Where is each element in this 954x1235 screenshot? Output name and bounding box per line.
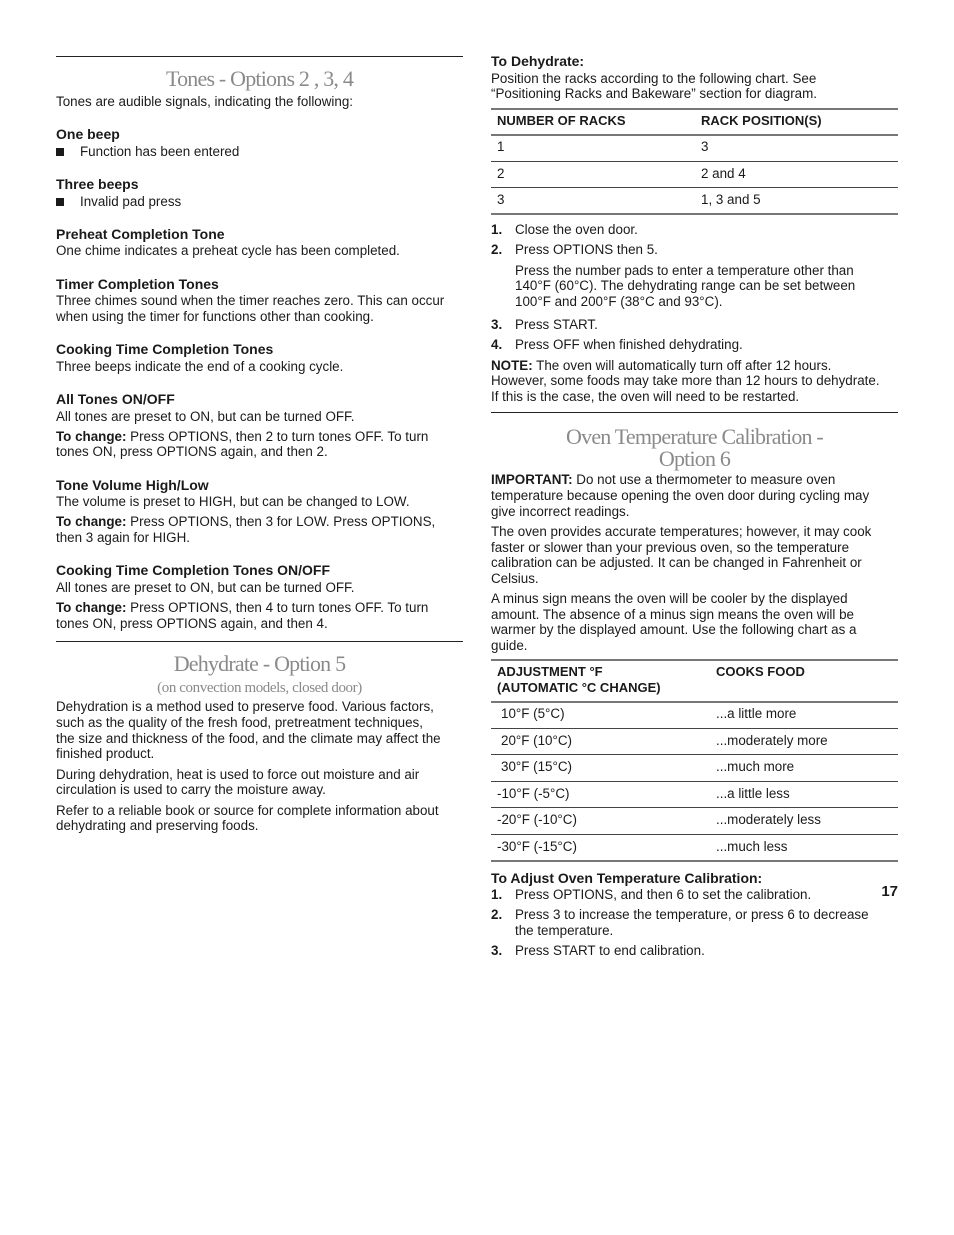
note-3: If this is the case, the oven will need to be restarted. [491, 389, 800, 404]
all-tones-heading: All Tones ON/OFF [56, 391, 175, 407]
note-1: NOTE: The oven will automatically turn off after 12 hours. [491, 358, 832, 373]
table-border [491, 701, 898, 703]
cooks-food-value: ...much less [716, 839, 788, 854]
dehydrate-p3-2: dehydrating and preserving foods. [56, 818, 259, 833]
position-text-2: “Positioning Racks and Bakeware” section for diagram. [491, 86, 817, 101]
note-2: However, some foods may take more than 12 hours to dehydrate. [491, 373, 880, 388]
table-border [491, 213, 898, 215]
tones-intro: Tones are audible signals, indicating the following: [56, 94, 354, 109]
dehydrate-title: Dehydrate - Option 5 [173, 651, 346, 676]
dehydrate-subtitle: (on convection models, closed door) [157, 680, 362, 696]
dehydrate-p3-1: Refer to a reliable book or source for complete information about [56, 803, 439, 818]
cooking-time-heading: Cooking Time Completion Tones [56, 341, 274, 357]
row-divider [491, 754, 898, 755]
section-divider [491, 412, 898, 413]
volume-text: The volume is preset to HIGH, but can be changed to LOW. [56, 494, 410, 509]
adjust-heading: To Adjust Oven Temperature Calibration: [491, 870, 763, 886]
important-2: temperature because opening the oven door during cycling may [491, 488, 870, 503]
rack-count: 2 [497, 166, 505, 181]
preheat-heading: Preheat Completion Tone [56, 226, 225, 242]
cooks-food-value: ...moderately less [716, 812, 821, 827]
three-beeps-heading: Three beeps [56, 176, 139, 192]
table-border [491, 108, 898, 110]
calibration-title-1: Oven Temperature Calibration - [566, 424, 823, 449]
rack-col-number: NUMBER OF RACKS [497, 113, 626, 128]
rack-count: 1 [497, 139, 505, 154]
calibration-p2-1: A minus sign means the oven will be cooler by the displayed [491, 591, 848, 606]
calibration-p1-1: The oven provides accurate temperatures; however, it may cook [491, 524, 872, 539]
table-border [491, 659, 898, 661]
rack-position: 2 and 4 [701, 166, 746, 181]
adjustment-value: 30°F (15°C) [501, 759, 572, 774]
dehydrate-p2-1: During dehydration, heat is used to force out moisture and air [56, 767, 420, 782]
timer-text-2: when using the timer for functions other than cooking. [56, 309, 374, 324]
bullet-icon [56, 148, 64, 156]
timer-text-1: Three chimes sound when the timer reaches zero. This can occur [56, 293, 445, 308]
cooks-food-value: ...much more [716, 759, 795, 774]
rack-count: 3 [497, 192, 505, 207]
bullet-icon [56, 198, 64, 206]
cooking-time-text: Three beeps indicate the end of a cooking cycle. [56, 359, 344, 374]
all-tones-text: All tones are preset to ON, but can be turned OFF. [56, 409, 355, 424]
calibration-p2-2: amount. The absence of a minus sign means the oven will be [491, 607, 854, 622]
table-border [491, 134, 898, 136]
adjustment-value: -20°F (-10°C) [497, 812, 577, 827]
page-number: 17 [881, 883, 898, 900]
cooks-food-value: ...a little less [716, 786, 790, 801]
important-3: give incorrect readings. [491, 504, 630, 519]
volume-change-2: then 3 again for HIGH. [56, 530, 190, 545]
to-dehydrate-heading: To Dehydrate: [491, 53, 585, 69]
timer-heading: Timer Completion Tones [56, 276, 219, 292]
adj-col-adjustment-1: ADJUSTMENT °F [497, 664, 603, 679]
section-divider [56, 641, 463, 642]
step-2-detail-2: 140°F (60°C). The dehydrating range can be set between [515, 278, 856, 293]
step-2-detail-1: Press the number pads to enter a temperature other than [515, 263, 854, 278]
table-border [491, 860, 898, 862]
section-divider [56, 56, 463, 57]
row-divider [491, 807, 898, 808]
row-divider [491, 161, 898, 162]
rack-position: 1, 3 and 5 [701, 192, 761, 207]
volume-change-1: To change: Press OPTIONS, then 3 for LOW. Press OPTIONS, [56, 514, 436, 529]
row-divider [491, 728, 898, 729]
calibration-p1-4: Celsius. [491, 571, 539, 586]
cooks-food-value: ...a little more [716, 706, 797, 721]
all-tones-change-2: tones ON, press OPTIONS again, and then 2. [56, 444, 328, 459]
cooking-onoff-change-2: tones ON, press OPTIONS again, and then 4. [56, 616, 328, 631]
dehydrate-p2-2: circulation is used to carry the moisture away. [56, 782, 326, 797]
adjustment-value: 20°F (10°C) [501, 733, 572, 748]
dehydrate-p1-2: such as the quality of the fresh food, pretreatment techniques, [56, 715, 423, 730]
one-beep-heading: One beep [56, 126, 120, 142]
row-divider [491, 781, 898, 782]
tones-title: Tones - Options 2 , 3, 4 [165, 66, 354, 91]
all-tones-change-1: To change: Press OPTIONS, then 2 to turn tones OFF. To turn [56, 429, 429, 444]
adjustment-value: -10°F (-5°C) [497, 786, 570, 801]
calibration-p2-3: warmer by the displayed amount. Use the following chart as a [491, 622, 857, 637]
row-divider [491, 834, 898, 835]
adj-col-adjustment-2: (AUTOMATIC °C CHANGE) [497, 680, 661, 695]
row-divider [491, 187, 898, 188]
adj-col-cooks-food: COOKS FOOD [716, 664, 805, 679]
calibration-title-2: Option 6 [658, 446, 731, 471]
dehydrate-p1-1: Dehydration is a method used to preserve food. Various factors, [56, 699, 434, 714]
dehydrate-p1-4: finished product. [56, 746, 155, 761]
preheat-text: One chime indicates a preheat cycle has been completed. [56, 243, 400, 258]
cooking-onoff-change-1: To change: Press OPTIONS, then 4 to turn tones OFF. To turn [56, 600, 429, 615]
cooks-food-value: ...moderately more [716, 733, 828, 748]
cooking-onoff-text: All tones are preset to ON, but can be turned OFF. [56, 580, 355, 595]
adjustment-value: 10°F (5°C) [501, 706, 565, 721]
adjust-step-2-cont: the temperature. [515, 923, 614, 938]
volume-heading: Tone Volume High/Low [56, 477, 209, 493]
adjustment-value: -30°F (-15°C) [497, 839, 577, 854]
step-2-detail-3: 100°F and 200°F (38°C and 93°C). [515, 294, 723, 309]
calibration-p2-4: guide. [491, 638, 528, 653]
dehydrate-p1-3: the size and thickness of the food, and the climate may affect the [56, 731, 441, 746]
position-text-1: Position the racks according to the following chart. See [491, 71, 817, 86]
cooking-onoff-heading: Cooking Time Completion Tones ON/OFF [56, 562, 331, 578]
rack-col-position: RACK POSITION(S) [701, 113, 822, 128]
calibration-p1-2: faster or slower than your previous oven, so the temperature [491, 540, 850, 555]
calibration-p1-3: calibration can be adjusted. It can be changed in Fahrenheit or [491, 555, 862, 570]
rack-position: 3 [701, 139, 709, 154]
important-1: IMPORTANT: Do not use a thermometer to measure oven [491, 472, 836, 487]
